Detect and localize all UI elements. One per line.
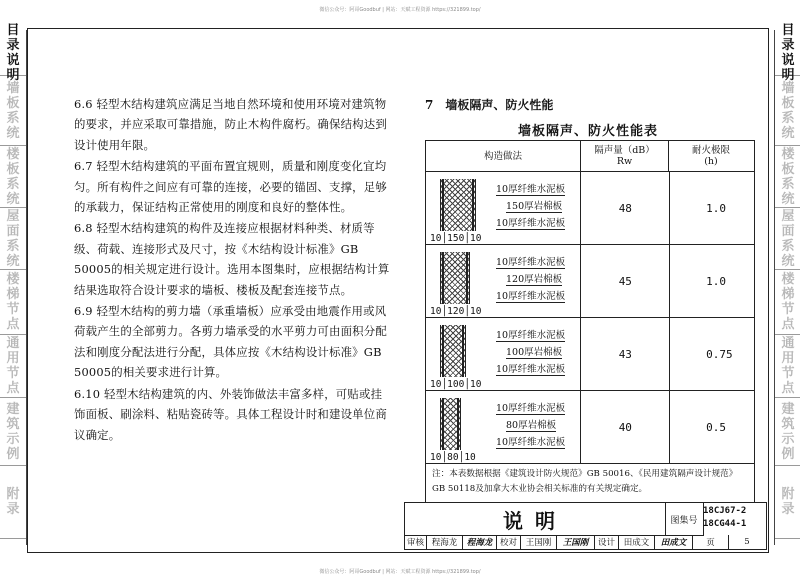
header-fire-rating: 耐火极限 (h) [691,145,730,167]
watermark-top: 微信公众号：阿哥Goodbuf | 网站：天赋工程资源 https://321899.top/ [319,7,481,13]
title-block [404,502,767,550]
header-sound-insulation: 隔声量（dB） Rw [581,141,669,171]
wall-section-drawing [440,325,466,377]
sound-insulation-value: 43 [581,318,670,390]
design-label: 设计 [595,535,619,549]
table-title: 墙板隔声、防火性能表 [518,124,659,139]
fire-rating-value: 1.0 [706,201,727,215]
side-tab[interactable]: 目 录 说 明 [0,30,26,76]
dimension-label: 10│80│10 [430,452,476,463]
table-header [426,141,754,172]
fire-rating-value: 0.75 [706,347,733,361]
side-tab[interactable]: 附 录 [0,466,26,539]
side-tab[interactable]: 建 筑 示 例 [775,398,800,466]
side-tab[interactable]: 通 用 节 点 [0,335,26,398]
para-6-6: 6.6 轻型木结构建筑应满足当地自然环境和使用环境对建筑物的要求，并应采取可靠措施，防止木构件腐朽。确保结构达到设计使用年限。 [74,97,387,152]
layer-label: 10厚纤维水泥板 [496,330,566,341]
atlas-no-1: 18CJ67-2 [703,506,747,516]
wall-section-drawing [440,179,476,231]
atlas-label: 图集号 [665,503,704,536]
para-6-7: 6.7 轻型木结构建筑的平面布置宜规则，质量和刚度变化宜均匀。所有构件之间应有可靠的连接，必要的锚固、支撑，足够的承载力，保证结构正常使用的刚度和良好的整体性。 [74,159,387,215]
performance-table [425,140,755,503]
designer-name: 田成文 [619,535,655,549]
specification-text [74,94,390,446]
watermark-bottom: 微信公众号：阿哥Goodbuf | 网站：天赋工程资源 https://321899.top/ [319,569,481,575]
construction-cell [426,245,581,317]
page-label: 页 [693,535,729,549]
drawing-title: 说明 [405,503,666,536]
fire-rating-value: 0.5 [706,420,727,434]
dimension-label: 10│100│10 [430,379,482,390]
fire-rating-value: 1.0 [706,274,727,288]
side-tab[interactable]: 楼 梯 节 点 [775,270,800,335]
layer-label: 10厚纤维水泥板 [496,437,566,448]
checker-name: 王国刚 [521,535,557,549]
designer-signature: 田成文 [655,535,693,549]
table-row [426,318,754,391]
sound-insulation-value: 48 [581,172,670,244]
construction-cell [426,391,581,463]
layer-label: 10厚纤维水泥板 [496,257,566,268]
table-row [426,172,754,245]
side-tab[interactable]: 建 筑 示 例 [0,398,26,466]
atlas-numbers [703,505,746,531]
side-tab[interactable]: 楼 板 系 统 [775,146,800,208]
reviewer-name: 程海龙 [427,535,463,549]
sound-insulation-value: 45 [581,245,670,317]
side-tab[interactable]: 楼 梯 节 点 [0,270,26,335]
dimension-label: 10│150│10 [430,233,482,244]
wall-section-drawing [440,252,470,304]
page-number: 5 [744,537,750,547]
layer-label: 80厚岩棉板 [506,420,557,431]
layer-label: 10厚纤维水泥板 [496,291,566,302]
layer-label: 10厚纤维水泥板 [496,403,566,414]
dimension-label: 10│120│10 [430,306,482,317]
side-nav-left [0,22,27,545]
layer-label: 100厚岩棉板 [506,347,563,358]
layer-label: 150厚岩棉板 [506,201,563,212]
layer-label: 10厚纤维水泥板 [496,218,566,229]
side-tab[interactable]: 墙 板 系 统 [775,76,800,146]
table-row [426,245,754,318]
sound-insulation-value: 40 [581,391,670,463]
para-6-8: 6.8 轻型木结构建筑的构件及连接应根据材料种类、材质等级、荷载、连接形式及尺寸，按《木结构设计标准》GB 50005的相关规定进行设计。选用本图集时，应根据结构计算结果选取符合设计要求的墙板、楼板及配套连接节点。 [74,221,390,297]
para-6-10: 6.10 轻型木结构建筑的内、外装饰做法丰富多样，可贴或挂饰面板、刷涂料、粘贴瓷砖等。具体工程设计时和建设单位商议确定。 [74,386,387,442]
side-tab[interactable]: 附 录 [775,466,800,539]
section-title: 7 墙板隔声、防火性能 [425,98,554,112]
review-label: 审核 [405,535,427,549]
layer-label: 10厚纤维水泥板 [496,364,566,375]
check-label: 校对 [497,535,521,549]
table-row [426,391,754,464]
sign-off-row [405,535,765,549]
header-construction: 构造做法 [426,141,581,171]
table-note: 注：本表数据根据《建筑设计防火规范》GB 50016、《民用建筑隔声设计规范》GB 50118及加拿大木业协会相关标准的有关规定确定。 [432,469,738,494]
side-tab[interactable]: 屋 面 系 统 [775,208,800,270]
side-tab[interactable]: 通 用 节 点 [775,335,800,398]
para-6-9: 6.9 轻型木结构的剪力墙（承重墙板）应承受由地震作用或风荷载产生的全部剪力。各剪力墙承受的水平剪力可由面积分配法和刚度分配法进行分配，具体应按《木结构设计标准》GB 50005的相关要求进行计算。 [74,304,387,380]
side-nav-right [774,22,800,545]
construction-cell [426,318,581,390]
reviewer-signature: 程海龙 [463,535,497,549]
layer-label: 120厚岩棉板 [506,274,563,285]
side-tab[interactable]: 楼 板 系 统 [0,146,26,208]
atlas-no-2: 18CG44-1 [703,519,747,529]
side-tab[interactable]: 屋 面 系 统 [0,208,26,270]
layer-label: 10厚纤维水泥板 [496,184,566,195]
side-tab[interactable]: 目 录 说 明 [775,30,800,76]
construction-cell [426,172,581,244]
side-tab[interactable]: 墙 板 系 统 [0,76,26,146]
wall-section-drawing [440,398,461,450]
checker-signature: 王国刚 [557,535,595,549]
